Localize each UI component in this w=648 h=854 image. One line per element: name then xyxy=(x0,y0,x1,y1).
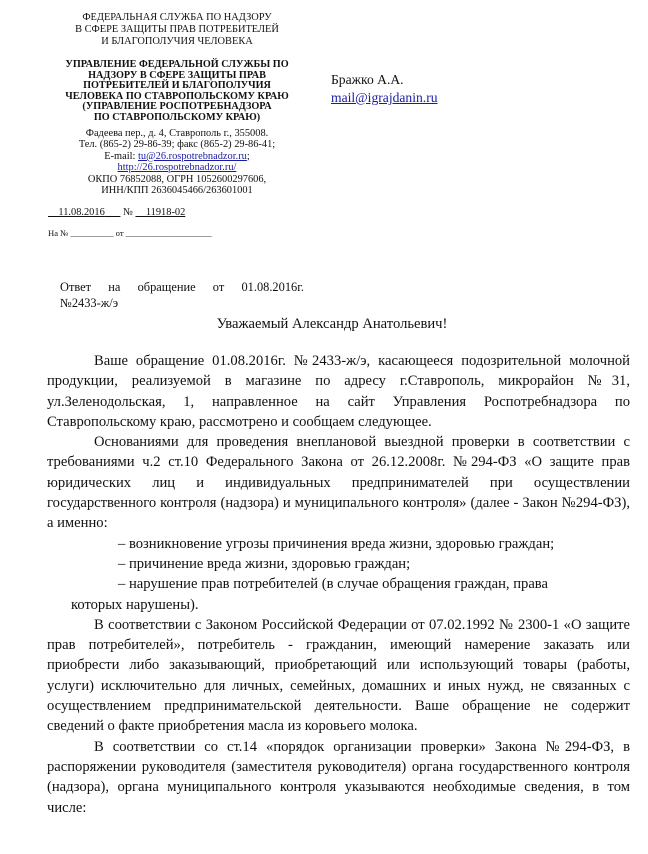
paragraph: Основаниями для проведения внеплановой выездной проверки в соответствии с требованиями ч.2 ст.10 Федерального Закона от 26.12.2008г. №294-ФЗ «О защите прав юридических лиц и индивидуальных предпринимателей при осуществлении государственного контроля (надзора) и муниципального контроля» (далее - Закон №294-ФЗ), а именно: xyxy=(47,434,630,532)
in-reply-line: На № __________ от ____________________ xyxy=(48,228,212,238)
department-line: ПОТРЕБИТЕЛЕЙ И БЛАГОПОЛУЧИЯ xyxy=(83,80,271,92)
email-line xyxy=(48,151,306,162)
department-header xyxy=(48,60,306,124)
okpo-ogrn: ОКПО 76852088, ОГРН 1052600297606, xyxy=(87,173,267,185)
greeting: Уважаемый Александр Анатольевич! xyxy=(216,316,448,332)
department-line: (УПРАВЛЕНИЕ РОСПОТРЕБНАДЗОРА xyxy=(82,101,272,113)
phones: Тел. (865-2) 29-86-39; факс (865-2) 29-86-41; xyxy=(78,139,276,151)
letter-body xyxy=(47,351,630,818)
recipient-block xyxy=(331,71,438,107)
paragraph: В соответствии со ст.14 «порядок организации проверки» Закона №294-ФЗ, в распоряжении руководителя (заместителя руководителя) органа государственного контроля (надзора), органа муниципального контроля указываются необходимые сведения, в том числе: xyxy=(47,738,630,816)
paragraph: Ваше обращение 01.08.2016г. №2433-ж/э, касающееся подозрительной молочной продукции, реализуемой в магазине по адресу г.Ставрополь, микрорайон №31, ул.Зеленодольская, 1, направленное на сайт Управления Роспотребнадзора по Ставропольскому краю, рассмотрено и сообщаем следующее. xyxy=(47,353,630,430)
department-line: НАДЗОРУ В СФЕРЕ ЗАЩИТЫ ПРАВ xyxy=(88,69,266,81)
subject xyxy=(60,279,304,311)
contact-block xyxy=(48,128,306,196)
registration-line xyxy=(48,207,185,218)
reg-number: 11918-02 xyxy=(145,207,186,218)
list-item-continuation: которых нарушены). xyxy=(71,596,199,613)
inn-kpp: ИНН/КПП 2636045466/263601001 xyxy=(101,185,253,197)
agency-header xyxy=(48,12,306,49)
list-item: – возникновение угрозы причинения вреда жизни, здоровью граждан; xyxy=(118,535,555,552)
recipient-name: Бражко А.А. xyxy=(331,72,404,87)
paragraph: В соответствии с Законом Российской Федерации от 07.02.1992 № 2300-1 «О защите прав потребителей», потребитель - гражданин, имеющий намерение заказать или приобрести либо заказывающий, приобретающий или использующий товары (работы, услуги) исключительно для личных, семейных, домашних и иных нужд, не связанных с осуществлением предпринимательской деятельности. Ваше обращение не содержит сведений о факте приобретения масла из коровьего молока. xyxy=(47,616,630,735)
email-suffix: ; xyxy=(246,150,250,162)
email-label: E-mail: xyxy=(104,150,139,162)
list-item: – причинение вреда жизни, здоровью граждан; xyxy=(118,555,411,572)
agency-line: И БЛАГОПОЛУЧИЯ ЧЕЛОВЕКА xyxy=(101,36,253,48)
subject-line-1: Ответ на обращение от 01.08.2016г. xyxy=(60,280,304,294)
agency-email-link[interactable]: tu@26.rospotrebnadzor.ru xyxy=(138,150,247,162)
department-line: ЧЕЛОВЕКА ПО СТАВРОПОЛЬСКОМУ КРАЮ xyxy=(65,90,289,102)
reg-number-prefix: __ xyxy=(135,207,146,218)
reg-date-suffix: ___ xyxy=(104,207,121,218)
list-item: – нарушение прав потребителей (в случае обращения граждан, права xyxy=(118,576,548,593)
department-line: ПО СТАВРОПОЛЬСКОМУ КРАЮ) xyxy=(93,111,261,123)
subject-line-2: №2433-ж/э xyxy=(60,296,119,310)
recipient-email-link[interactable]: mail@igrajdanin.ru xyxy=(331,90,438,105)
number-sign: № xyxy=(120,207,136,218)
department-line: УПРАВЛЕНИЕ ФЕДЕРАЛЬНОЙ СЛУЖБЫ ПО xyxy=(65,59,289,70)
address: Фадеева пер., д. 4, Ставрополь г., 355008. xyxy=(85,128,269,139)
agency-line: ФЕДЕРАЛЬНАЯ СЛУЖБА ПО НАДЗОРУ xyxy=(82,12,272,23)
agency-website-link[interactable]: http://26.rospotrebnadzor.ru/ xyxy=(117,162,237,174)
agency-line: В СФЕРЕ ЗАЩИТЫ ПРАВ ПОТРЕБИТЕЛЕЙ xyxy=(75,24,279,36)
reg-date: 11.08.2016 xyxy=(58,207,105,218)
reg-date-prefix: __ xyxy=(48,207,59,218)
